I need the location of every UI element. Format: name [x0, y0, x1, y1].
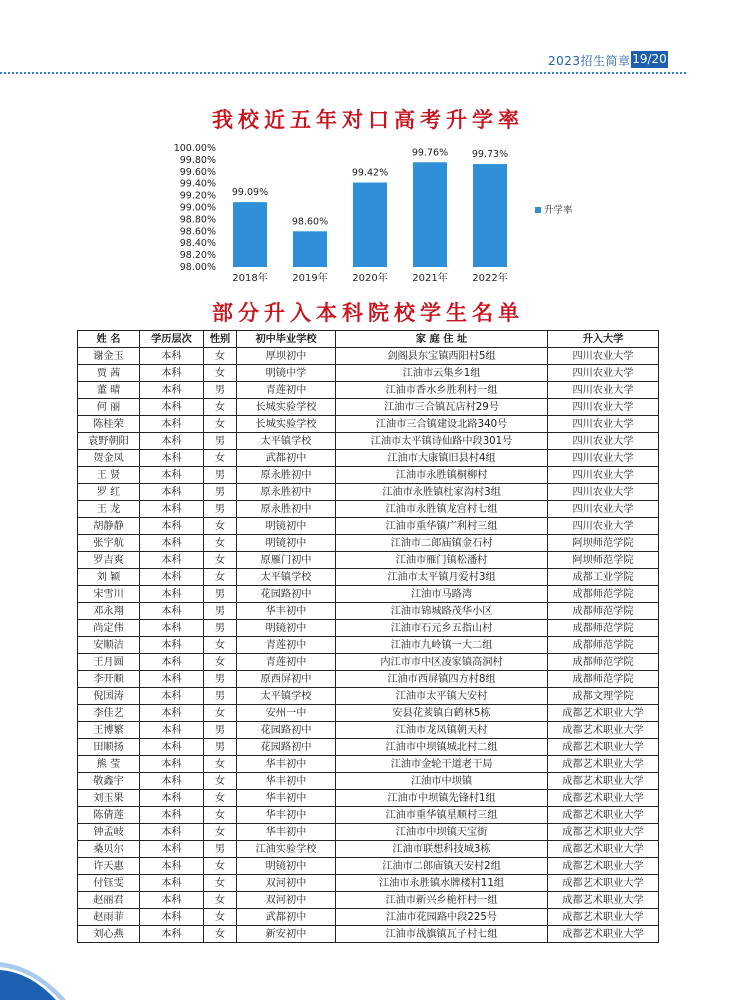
y-tick-label: 100.00% [173, 143, 216, 154]
table-cell: 成都艺术职业大学 [548, 705, 659, 722]
table-cell: 江油市战旗镇瓦子村七组 [336, 926, 548, 943]
data-label: 98.60% [291, 216, 329, 228]
table-cell: 四川农业大学 [548, 365, 659, 382]
table-cell: 李开顺 [78, 671, 140, 688]
table-cell: 女 [204, 399, 237, 416]
table-cell: 江油市中坝镇 [336, 773, 548, 790]
table-row [78, 722, 659, 739]
table-cell: 女 [204, 909, 237, 926]
table-row [78, 790, 659, 807]
table-cell: 本科 [140, 671, 204, 688]
data-label: 99.73% [471, 149, 509, 161]
table-row [78, 416, 659, 433]
table-cell: 本科 [140, 416, 204, 433]
table-row [78, 892, 659, 909]
table-cell: 江油市中坝镇先锋村1组 [336, 790, 548, 807]
x-tick-label: 2022年 [472, 273, 508, 284]
header-dotted-divider [0, 72, 686, 74]
table-cell: 尚定伟 [78, 620, 140, 637]
table-cell: 华丰初中 [237, 790, 336, 807]
table-cell: 成都艺术职业大学 [548, 739, 659, 756]
table-cell: 成都文理学院 [548, 688, 659, 705]
table-cell: 江油市九岭镇一大二组 [336, 637, 548, 654]
table-cell: 原永胜初中 [237, 484, 336, 501]
table-cell: 双河初中 [237, 875, 336, 892]
table-cell: 本科 [140, 637, 204, 654]
table-cell: 本科 [140, 450, 204, 467]
legend-swatch [535, 207, 541, 213]
table-cell: 本科 [140, 467, 204, 484]
table-cell: 青莲初中 [237, 382, 336, 399]
table-cell: 付钰雯 [78, 875, 140, 892]
table-cell: 华丰初中 [237, 773, 336, 790]
table-cell: 江油市花园路中段225号 [336, 909, 548, 926]
bar [413, 162, 447, 267]
table-row [78, 569, 659, 586]
y-tick-label: 98.60% [179, 226, 216, 238]
column-header: 初中毕业学校 [237, 331, 336, 348]
table-cell: 成都工业学院 [548, 569, 659, 586]
table-cell: 本科 [140, 756, 204, 773]
table-cell: 本科 [140, 620, 204, 637]
y-tick-label: 99.00% [179, 202, 216, 214]
table-cell: 女 [204, 637, 237, 654]
table-cell: 厚坝初中 [237, 348, 336, 365]
table-cell: 江油市马路湾 [336, 586, 548, 603]
table-row [78, 586, 659, 603]
bar [233, 202, 267, 267]
table-cell: 江油市永胜镇桐柳村 [336, 467, 548, 484]
table-cell: 男 [204, 501, 237, 518]
table-cell: 成都艺术职业大学 [548, 790, 659, 807]
table-row [78, 484, 659, 501]
table-cell: 女 [204, 552, 237, 569]
table-row [78, 433, 659, 450]
table-cell: 本科 [140, 484, 204, 501]
x-tick-label: 2021年 [412, 273, 448, 284]
table-cell: 明镜中学 [237, 365, 336, 382]
table-cell: 江油市太平镇大安村 [336, 688, 548, 705]
table-row [78, 756, 659, 773]
y-tick-label: 99.20% [179, 190, 216, 202]
y-tick-label: 98.40% [179, 238, 216, 250]
table-cell: 许天惠 [78, 858, 140, 875]
table-cell: 女 [204, 892, 237, 909]
table-cell: 女 [204, 348, 237, 365]
table-cell: 宋雪川 [78, 586, 140, 603]
table-row [78, 705, 659, 722]
table-cell: 江油市中坝镇天宝街 [336, 824, 548, 841]
table-cell: 华丰初中 [237, 807, 336, 824]
table-cell: 江油市重华镇星顺村三组 [336, 807, 548, 824]
table-cell: 成都师范学院 [548, 620, 659, 637]
table-cell: 女 [204, 824, 237, 841]
table-cell: 成都艺术职业大学 [548, 875, 659, 892]
table-cell: 明镜初中 [237, 518, 336, 535]
table-cell: 明镜初中 [237, 620, 336, 637]
table-cell: 本科 [140, 722, 204, 739]
table-cell: 本科 [140, 790, 204, 807]
table-row [78, 365, 659, 382]
table-header-row [78, 331, 659, 348]
table-cell: 成都师范学院 [548, 654, 659, 671]
table-cell: 江油市锦城路茂华小区 [336, 603, 548, 620]
table-cell: 江油市太平镇诗仙路中段301号 [336, 433, 548, 450]
table-cell: 成都师范学院 [548, 637, 659, 654]
student-list-table [77, 330, 659, 943]
table-cell: 成都师范学院 [548, 603, 659, 620]
table-cell: 江油市云集乡1组 [336, 365, 548, 382]
table-cell: 江油市西屏镇四方村8组 [336, 671, 548, 688]
table-cell: 本科 [140, 399, 204, 416]
table-cell: 女 [204, 365, 237, 382]
table-cell: 长城实验学校 [237, 399, 336, 416]
table-cell: 安州一中 [237, 705, 336, 722]
table-cell: 原雁门初中 [237, 552, 336, 569]
data-label: 99.42% [351, 167, 389, 179]
table-cell: 王博繁 [78, 722, 140, 739]
table-row [78, 552, 659, 569]
table-cell: 本科 [140, 654, 204, 671]
table-cell: 四川农业大学 [548, 348, 659, 365]
table-row [78, 773, 659, 790]
table-cell: 花园路初中 [237, 586, 336, 603]
table-cell: 罗 红 [78, 484, 140, 501]
table-cell: 四川农业大学 [548, 382, 659, 399]
table-cell: 江油市重华镇广利村三组 [336, 518, 548, 535]
table-cell: 女 [204, 790, 237, 807]
table-row [78, 909, 659, 926]
table-cell: 王 龙 [78, 501, 140, 518]
table-cell: 女 [204, 773, 237, 790]
table-cell: 江油市永胜镇杜家沟村3组 [336, 484, 548, 501]
table-cell: 王 贤 [78, 467, 140, 484]
table-cell: 熊 莹 [78, 756, 140, 773]
table-cell: 四川农业大学 [548, 501, 659, 518]
chart-heading: 我校近五年对口高考升学率 [212, 107, 524, 132]
table-cell: 新安初中 [237, 926, 336, 943]
table-cell: 本科 [140, 433, 204, 450]
table-cell: 本科 [140, 348, 204, 365]
table-cell: 男 [204, 467, 237, 484]
table-cell: 花园路初中 [237, 739, 336, 756]
table-row [78, 620, 659, 637]
table-row [78, 535, 659, 552]
table-cell: 桑贝尔 [78, 841, 140, 858]
table-cell: 袁野朝阳 [78, 433, 140, 450]
table-cell: 女 [204, 416, 237, 433]
page-number-badge: 19/20 [632, 52, 667, 66]
table-cell: 四川农业大学 [548, 399, 659, 416]
table-cell: 男 [204, 433, 237, 450]
table-cell: 成都艺术职业大学 [548, 909, 659, 926]
table-cell: 董 晴 [78, 382, 140, 399]
table-row [78, 926, 659, 943]
table-row [78, 671, 659, 688]
table-row [78, 382, 659, 399]
table-cell: 双河初中 [237, 892, 336, 909]
table-cell: 四川农业大学 [548, 518, 659, 535]
table-cell: 江油市大康镇旧县村4组 [336, 450, 548, 467]
table-cell: 华丰初中 [237, 603, 336, 620]
table-cell: 女 [204, 450, 237, 467]
table-cell: 刘 颖 [78, 569, 140, 586]
table-cell: 陈倩莲 [78, 807, 140, 824]
x-tick-label: 2018年 [232, 273, 268, 284]
table-cell: 原永胜初中 [237, 467, 336, 484]
table-cell: 江油实验学校 [237, 841, 336, 858]
table-cell: 原西屏初中 [237, 671, 336, 688]
table-cell: 成都师范学院 [548, 671, 659, 688]
table-cell: 本科 [140, 552, 204, 569]
table-cell: 明镜初中 [237, 858, 336, 875]
table-cell: 田顺扬 [78, 739, 140, 756]
legend-label: 升学率 [544, 205, 573, 216]
table-cell: 华丰初中 [237, 824, 336, 841]
table-cell: 成都艺术职业大学 [548, 858, 659, 875]
brochure-title: 2023招生简章 [548, 54, 631, 68]
table-cell: 武都初中 [237, 909, 336, 926]
bar [293, 231, 327, 267]
table-cell: 江油市雁门镇松潘村 [336, 552, 548, 569]
table-row [78, 807, 659, 824]
table-cell: 成都艺术职业大学 [548, 926, 659, 943]
table-cell: 本科 [140, 501, 204, 518]
y-tick-label: 98.20% [179, 250, 216, 262]
table-heading: 部分升入本科院校学生名单 [212, 300, 524, 325]
corner-decoration [0, 962, 70, 1000]
table-cell: 太平镇学校 [237, 688, 336, 705]
table-cell: 女 [204, 858, 237, 875]
table-cell: 赵雨菲 [78, 909, 140, 926]
table-cell: 本科 [140, 892, 204, 909]
table-row [78, 348, 659, 365]
table-row [78, 603, 659, 620]
admission-rate-bar-chart [160, 136, 590, 286]
table-cell: 江油市二郎庙镇天安村2组 [336, 858, 548, 875]
table-row [78, 858, 659, 875]
table-cell: 本科 [140, 841, 204, 858]
table-row [78, 688, 659, 705]
table-cell: 本科 [140, 858, 204, 875]
table-cell: 本科 [140, 926, 204, 943]
table-cell: 女 [204, 569, 237, 586]
table-cell: 刘玉果 [78, 790, 140, 807]
table-body [78, 348, 659, 943]
table-cell: 阿坝师范学院 [548, 535, 659, 552]
table-cell: 华丰初中 [237, 756, 336, 773]
data-label: 99.09% [231, 187, 269, 199]
table-cell: 敬鑫宇 [78, 773, 140, 790]
table-cell: 本科 [140, 773, 204, 790]
y-tick-label: 99.40% [179, 178, 216, 190]
table-row [78, 450, 659, 467]
table-cell: 花园路初中 [237, 722, 336, 739]
table-cell: 江油市金轮干道老干局 [336, 756, 548, 773]
table-row [78, 654, 659, 671]
table-cell: 本科 [140, 705, 204, 722]
table-cell: 江油市永胜镇龙宫村七组 [336, 501, 548, 518]
table-cell: 江油市龙凤镇朝天村 [336, 722, 548, 739]
table-cell: 男 [204, 688, 237, 705]
table-cell: 贾 茜 [78, 365, 140, 382]
table-cell: 青莲初中 [237, 637, 336, 654]
table-cell: 贺金凤 [78, 450, 140, 467]
column-header: 升入大学 [548, 331, 659, 348]
table-cell: 江油市新兴乡桅杆村一组 [336, 892, 548, 909]
table-cell: 男 [204, 671, 237, 688]
table-cell: 男 [204, 603, 237, 620]
table-cell: 钟孟岐 [78, 824, 140, 841]
column-header: 性别 [204, 331, 237, 348]
table-row [78, 399, 659, 416]
y-tick-label: 98.80% [179, 214, 216, 226]
data-label: 99.76% [411, 147, 449, 159]
table-cell: 本科 [140, 909, 204, 926]
table-cell: 四川农业大学 [548, 416, 659, 433]
table-cell: 成都艺术职业大学 [548, 892, 659, 909]
table-cell: 男 [204, 739, 237, 756]
table-cell: 本科 [140, 382, 204, 399]
table-cell: 原永胜初中 [237, 501, 336, 518]
table-cell: 本科 [140, 603, 204, 620]
table-cell: 本科 [140, 569, 204, 586]
table-cell: 江油市三合镇瓦店村29号 [336, 399, 548, 416]
table-cell: 江油市太平镇月爱村3组 [336, 569, 548, 586]
table-cell: 女 [204, 654, 237, 671]
table-cell: 武都初中 [237, 450, 336, 467]
table-row [78, 824, 659, 841]
table-cell: 男 [204, 841, 237, 858]
table-cell: 赵丽君 [78, 892, 140, 909]
table-cell: 内江市市中区凌家镇高洞村 [336, 654, 548, 671]
table-row [78, 637, 659, 654]
table-cell: 女 [204, 875, 237, 892]
table-cell: 女 [204, 518, 237, 535]
table-cell: 女 [204, 756, 237, 773]
table-cell: 男 [204, 620, 237, 637]
table-cell: 胡静静 [78, 518, 140, 535]
table-cell: 江油市永胜镇水牌楼村11组 [336, 875, 548, 892]
table-cell: 本科 [140, 739, 204, 756]
table-row [78, 518, 659, 535]
table-cell: 女 [204, 926, 237, 943]
table-cell: 男 [204, 382, 237, 399]
bar [473, 164, 507, 267]
table-row [78, 841, 659, 858]
table-cell: 四川农业大学 [548, 450, 659, 467]
table-cell: 成都艺术职业大学 [548, 773, 659, 790]
table-cell: 安顺洁 [78, 637, 140, 654]
page-header [0, 0, 736, 80]
table-cell: 明镜初中 [237, 535, 336, 552]
table-cell: 女 [204, 535, 237, 552]
table-cell: 太平镇学校 [237, 569, 336, 586]
x-tick-label: 2019年 [292, 273, 328, 284]
table-cell: 本科 [140, 824, 204, 841]
table-row [78, 467, 659, 484]
x-tick-label: 2020年 [352, 273, 388, 284]
table-cell: 男 [204, 722, 237, 739]
table-cell: 本科 [140, 807, 204, 824]
table-cell: 成都艺术职业大学 [548, 756, 659, 773]
table-cell: 本科 [140, 535, 204, 552]
y-tick-label: 98.00% [179, 262, 216, 273]
table-cell: 本科 [140, 365, 204, 382]
table-row [78, 501, 659, 518]
table-cell: 成都艺术职业大学 [548, 841, 659, 858]
bar [353, 183, 387, 267]
table-row [78, 875, 659, 892]
table-cell: 阿坝师范学院 [548, 552, 659, 569]
table-cell: 成都师范学院 [548, 586, 659, 603]
table-cell: 王月圆 [78, 654, 140, 671]
table-cell: 罗吉爽 [78, 552, 140, 569]
table-cell: 女 [204, 705, 237, 722]
table-cell: 倪国涛 [78, 688, 140, 705]
table-cell: 江油市二郎庙镇金石村 [336, 535, 548, 552]
table-cell: 剑阁县东宝镇西阳村5组 [336, 348, 548, 365]
table-cell: 太平镇学校 [237, 433, 336, 450]
table-cell: 成都艺术职业大学 [548, 807, 659, 824]
table-cell: 何 丽 [78, 399, 140, 416]
table-cell: 成都艺术职业大学 [548, 824, 659, 841]
table-cell: 江油市石元乡五指山村 [336, 620, 548, 637]
table-cell: 刘心燕 [78, 926, 140, 943]
column-header: 姓 名 [78, 331, 140, 348]
column-header: 学历层次 [140, 331, 204, 348]
table-cell: 青莲初中 [237, 654, 336, 671]
table-cell: 谢金玉 [78, 348, 140, 365]
table-cell: 本科 [140, 518, 204, 535]
table-cell: 女 [204, 807, 237, 824]
y-tick-label: 99.60% [179, 166, 216, 178]
table-cell: 江油市香水乡胜利村一组 [336, 382, 548, 399]
table-cell: 四川农业大学 [548, 467, 659, 484]
table-cell: 李佳艺 [78, 705, 140, 722]
table-cell: 江油市联想科技城3栋 [336, 841, 548, 858]
y-tick-label: 99.80% [179, 154, 216, 166]
table-cell: 安县花荄镇白鹤林5栋 [336, 705, 548, 722]
table-cell: 邓永翔 [78, 603, 140, 620]
table-cell: 江油市中坝镇城北村二组 [336, 739, 548, 756]
column-header: 家 庭 住 址 [336, 331, 548, 348]
table-row [78, 739, 659, 756]
table-cell: 本科 [140, 875, 204, 892]
table-cell: 四川农业大学 [548, 484, 659, 501]
table-cell: 江油市三合镇建设北路340号 [336, 416, 548, 433]
table-cell: 本科 [140, 586, 204, 603]
table-cell: 本科 [140, 688, 204, 705]
table-cell: 男 [204, 586, 237, 603]
table-cell: 四川农业大学 [548, 433, 659, 450]
table-cell: 张宇航 [78, 535, 140, 552]
table-cell: 成都艺术职业大学 [548, 722, 659, 739]
table-cell: 长城实验学校 [237, 416, 336, 433]
table-cell: 陈桂荣 [78, 416, 140, 433]
table-cell: 男 [204, 484, 237, 501]
